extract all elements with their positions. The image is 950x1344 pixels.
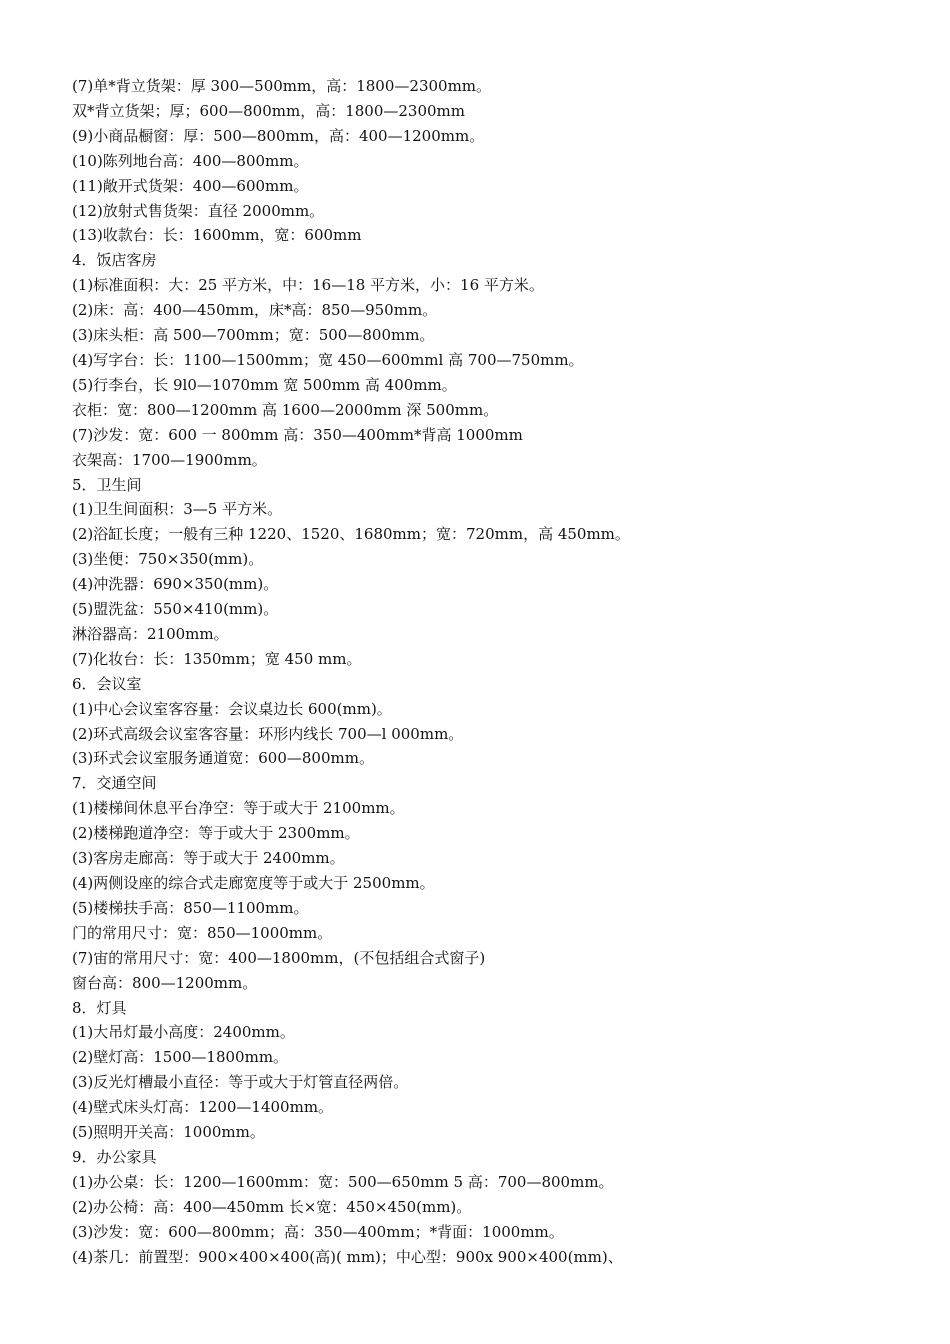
text-line: (12)放射式售货架：直径 2000mm。 (72, 201, 325, 220)
section-heading: 5．卫生间 (72, 475, 142, 494)
text-line: 门的常用尺寸：宽：850—1000mm。 (72, 923, 333, 942)
text-line: (1)办公桌：长：1200—1600mm：宽：500—650mm 5 高：700—800mm。 (72, 1172, 614, 1191)
text-line: (2)浴缸长度；一般有三种 1220、1520、1680mm；宽：720mm，高 450mm。 (72, 525, 630, 544)
text-line: (5)楼梯扶手高：850—1100mm。 (72, 898, 309, 917)
text-line: (13)收款台：长：1600mm，宽：600mm (72, 226, 362, 245)
text-line: (2)床：高：400—450mm，床*高：850—950mm。 (72, 301, 438, 320)
section-heading: 8．灯具 (72, 998, 127, 1017)
text-line: (7)化妆台：长：1350mm；宽 450 mm。 (72, 649, 362, 668)
text-line: (3)环式会议室服务通道宽：600—800mm。 (72, 749, 374, 768)
text-line: (1)标准面积：大：25 平方米，中：16—18 平方米，小：16 平方米。 (72, 276, 544, 295)
text-line: (5)行李台，长 9l0—1070mm 宽 500mm 高 400mm。 (72, 375, 457, 394)
text-line: (1)中心会议室客容量：会议桌边长 600(mm)。 (72, 699, 392, 718)
text-line: (11)敞开式货架：400—600mm。 (72, 176, 309, 195)
text-line: 双*背立货架；厚；600—800mm，高：1800—2300mm (72, 101, 466, 120)
text-line: (1)卫生间面积：3—5 平方米。 (72, 500, 283, 519)
text-line: 衣柜：宽：800—1200mm 高 1600—2000mm 深 500mm。 (72, 400, 499, 419)
text-line: (4)壁式床头灯高：1200—1400mm。 (72, 1098, 334, 1117)
section-heading: 7．交通空间 (72, 774, 157, 793)
text-line: (2)办公椅：高：400—450mm 长×宽：450×450(mm)。 (72, 1197, 472, 1216)
text-line: 淋浴器高：2100mm。 (72, 624, 229, 643)
text-line: (2)楼梯跑道净空：等于或大于 2300mm。 (72, 824, 360, 843)
text-line: (3)坐便：750×350(mm)。 (72, 550, 264, 569)
text-line: (2)壁灯高：1500—1800mm。 (72, 1048, 289, 1067)
text-line: (9)小商品橱窗：厚：500—800mm，高：400—1200mm。 (72, 126, 485, 145)
text-line: (5)盟洗盆：550×410(mm)。 (72, 600, 279, 619)
text-line: (3)沙发：宽：600—800mm；高：350—400mm；*背面：1000mm。 (72, 1222, 564, 1241)
text-line: (7)宙的常用尺寸：宽：400—1800mm，(不包括组合式窗子) (72, 948, 486, 967)
text-line: (3)反光灯槽最小直径：等于或大于灯管直径两倍。 (72, 1073, 409, 1092)
document-body (72, 74, 892, 1270)
section-heading: 6．会议室 (72, 674, 142, 693)
text-line: (2)环式高级会议室客容量：环形内线长 700—l 000mm。 (72, 724, 464, 743)
text-line: 窗台高：800—1200mm。 (72, 973, 258, 992)
text-line: (7)单*背立货架：厚 300—500mm，高：1800—2300mm。 (72, 77, 492, 95)
text-line: (4)写字台：长：1100—1500mm；宽 450—600mml 高 700—750mm。 (72, 350, 584, 369)
text-line: 衣架高：1700—1900mm。 (72, 450, 267, 469)
text-line: (1)楼梯间休息平台净空：等于或大于 2100mm。 (72, 799, 405, 818)
text-line: (3)客房走廊高：等于或大于 2400mm。 (72, 849, 345, 868)
section-heading: 9．办公家具 (72, 1147, 157, 1166)
text-line: (7)沙发：宽：600 一 800mm 高：350—400mm*背高 1000mm (72, 425, 523, 444)
text-line: (5)照明开关高：1000mm。 (72, 1123, 265, 1142)
text-line: (10)陈列地台高：400—800mm。 (72, 151, 309, 170)
text-line: (4)两侧设座的综合式走廊宽度等于或大于 2500mm。 (72, 874, 435, 892)
text-line: (3)床头柜：高 500—700mm；宽：500—800mm。 (72, 326, 435, 345)
text-line: (1)大吊灯最小高度：2400mm。 (72, 1023, 295, 1042)
text-line: (4)冲洗器：690×350(mm)。 (72, 575, 279, 594)
text-line: (4)茶几：前置型：900×400×400(高)( mm)；中心型：900x 900×400(mm)、 (72, 1247, 623, 1266)
section-heading: 4．饭店客房 (72, 251, 157, 270)
